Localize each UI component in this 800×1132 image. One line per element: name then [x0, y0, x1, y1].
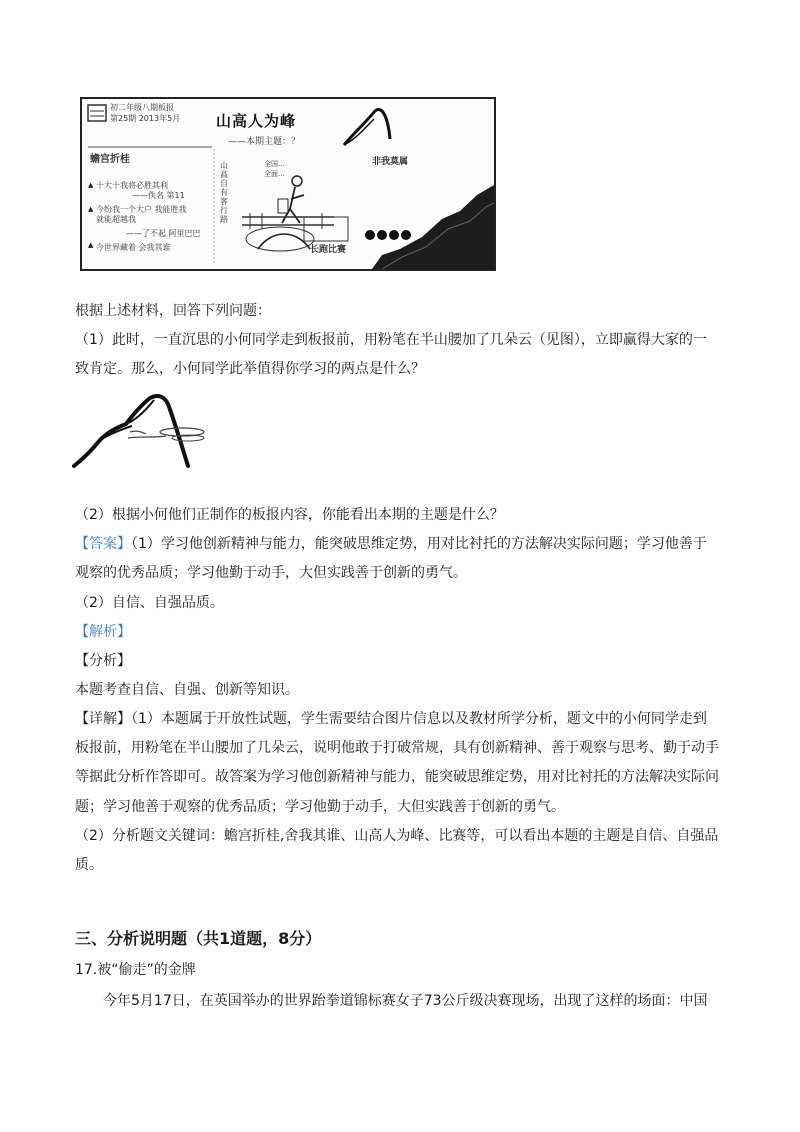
detail-line-4: 题；学习他善于观察的优秀品质；学习他勤于动手，大但实践善于创新的勇气。 — [75, 799, 565, 815]
answer-line-1 — [75, 534, 707, 554]
question-1-line-1: （1）此时，一直沉思的小何同学走到板报前，用粉笔在半山腰加了几朵云（见图），立即赢得大家的一 — [75, 332, 707, 348]
section-heading: 三、分析说明题（共1道题，8分） — [75, 929, 322, 948]
board-left-line: ——了不起 阿里巴巴 — [126, 229, 201, 238]
board-subtitle: ——本期主题：？ — [228, 137, 301, 147]
intro-text: 根据上述材料，回答下列问题： — [75, 303, 271, 319]
board-left-line: ——佚名 第11 — [132, 191, 185, 200]
board-header-small: 初二年级八期板报 — [110, 103, 174, 112]
svg-text:▲: ▲ — [88, 205, 94, 213]
answer-2: （2）自信、自强品质。 — [75, 595, 224, 611]
detail-2-line-2: 质。 — [75, 857, 103, 873]
question-17-title: 17.被“偷走”的金牌 — [75, 962, 196, 978]
fenxi-text: 本题考查自信、自强、创新等知识。 — [75, 682, 299, 698]
board-middle-notes: 全国… 全面… — [264, 160, 285, 178]
svg-text:▲: ▲ — [88, 241, 94, 249]
answer-text-1: （1）学习他创新精神与能力，能突破思维定势，用对比衬托的方法解决实际问题；学习他善于 — [131, 536, 707, 552]
detail-line-2: 板报前，用粉笔在半山腰加了几朵云，说明他敢于打破常规，具有创新精神、善于观察与思考、勤于动手 — [75, 740, 719, 756]
blackboard-image — [80, 97, 496, 271]
board-caption: 长跑比赛 — [310, 245, 347, 255]
board-left-section-title: 蟾宫折桂 — [90, 154, 130, 165]
question-17-line-1: 今年5月17日，在英国举办的世界跆拳道锦标赛女子73公斤级决赛现场，出现了这样的场面：中国 — [103, 993, 708, 1009]
fenxi-label: 【分析】 — [75, 653, 131, 669]
detail-line-1: 【详解】（1）本题属于开放性试题，学生需要结合图片信息以及教材所学分析，题文中的小何同学走到 — [75, 711, 707, 727]
board-left-line: 就能超越我 — [96, 215, 136, 224]
analysis-tag: 【解析】 — [75, 624, 131, 640]
answer-line-2: 观察的优秀品质；学习他勤于动手，大但实践善于创新的勇气。 — [75, 565, 467, 581]
question-1-line-2: 致肯定。那么，小何同学此举值得你学习的两点是什么？ — [75, 361, 425, 377]
board-issue: 第25期 2013年5月 — [110, 114, 181, 123]
board-main-title: 山高人为峰 — [216, 112, 297, 130]
detail-line-3: 等据此分析作答即可。故答案为学习他创新精神与能力，能突破思维定势，用对比衬托的方法解决实际问 — [75, 769, 719, 785]
board-right-section-title: 非我莫属 — [372, 157, 409, 167]
board-middle-vertical: 山高自有客行路 — [220, 161, 228, 224]
mountain-clouds-sketch — [70, 390, 210, 472]
board-left-line: 十大十我将必胜其利 — [96, 181, 168, 190]
answer-tag: 【答案】 — [75, 536, 131, 552]
board-left-line: 今世界藏着 会我其谁 — [96, 243, 171, 252]
board-left-lines — [96, 181, 212, 253]
board-left-line: 今纷我一个大户 我能胜我 — [96, 205, 187, 214]
detail-2-line-1: （2）分析题文关键词：蟾宫折桂,舍我其谁、山高人为峰、比赛等，可以看出本题的主题是自信、自强品 — [75, 828, 719, 844]
question-2: （2）根据小何他们正制作的板报内容，你能看出本期的主题是什么？ — [75, 507, 504, 523]
svg-text:▲: ▲ — [88, 181, 94, 189]
